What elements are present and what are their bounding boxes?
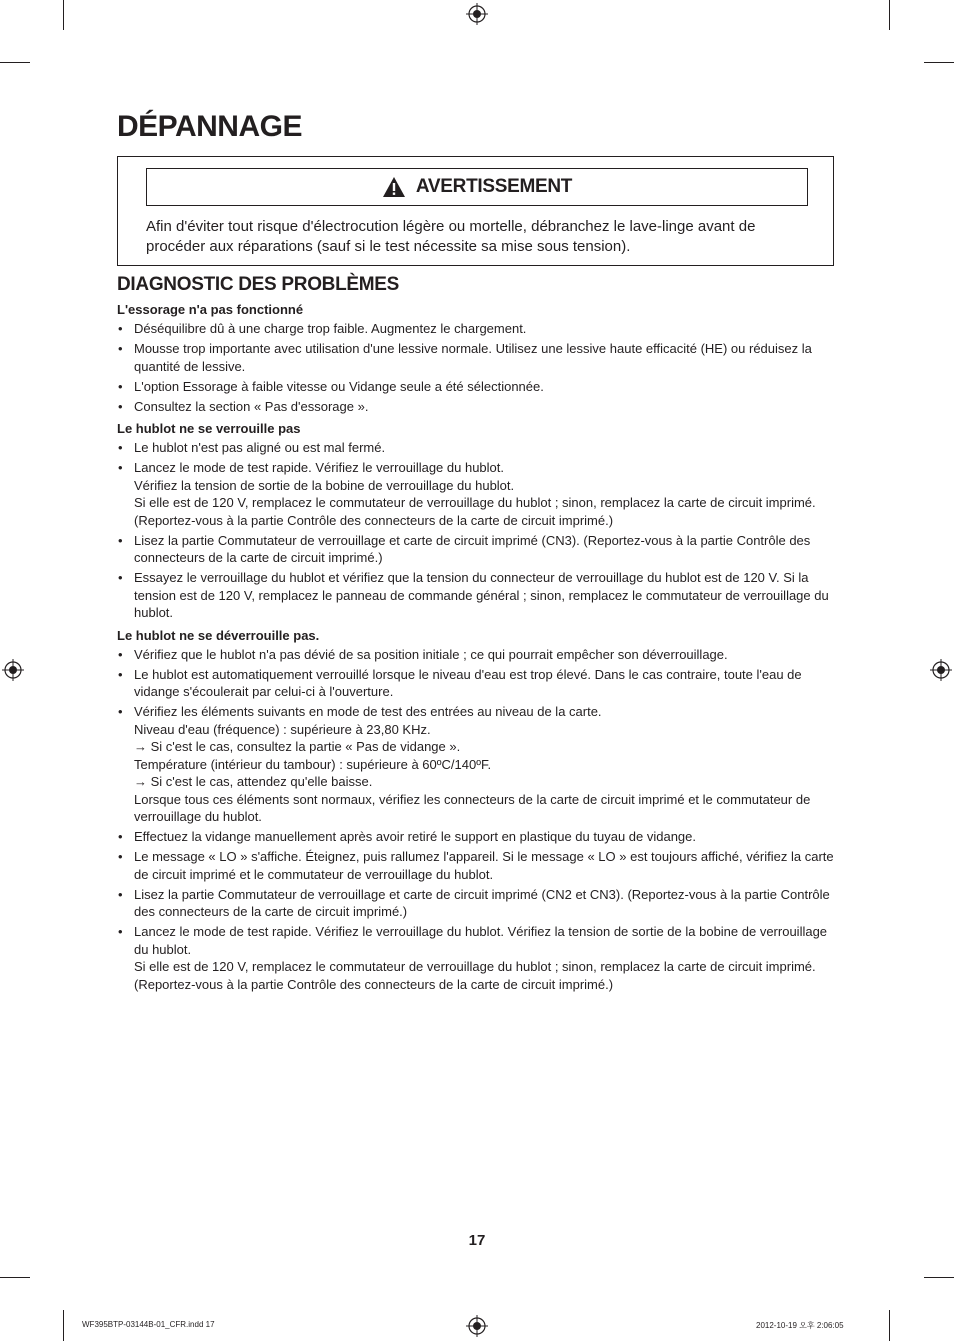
list-item-line: • Le hublot est automatiquement verrouillé lorsque le niveau d'eau est trop élevé. Dans le cas contraire, toute l'eau de vidange s'écoulerait par celui-ci à l'ouverture. — [134, 666, 802, 699]
list-item — [117, 532, 839, 567]
list-item — [117, 848, 839, 883]
list-item-line: • Vérifiez les éléments suivants en mode de test des entrées au niveau de la carte. — [134, 704, 602, 719]
problem-heading: L'essorage n'a pas fonctionné — [117, 302, 304, 317]
problem-heading: Le hublot ne se déverrouille pas. — [117, 627, 320, 643]
registration-mark-icon — [466, 1315, 488, 1337]
crop-mark — [889, 0, 890, 30]
problem-heading: Le hublot ne se verrouille pas — [117, 421, 301, 436]
crop-mark — [924, 1277, 954, 1278]
list-item-line: • Le hublot n'est pas aligné ou est mal fermé. — [134, 440, 386, 455]
warning-label: AVERTISSEMENT — [415, 176, 573, 197]
registration-mark-icon — [466, 3, 488, 25]
footer-file-info: WF395BTP-03144B-01_CFR.indd 17 — [82, 1320, 215, 1329]
problem-list — [117, 646, 839, 994]
list-item-line: Si elle est de 120 V, remplacez le commutateur de verrouillage du hublot ; sinon, remplacez la carte de circuit imprimé. (Reportez-vous à la partie Contrôle des connecteurs de la carte de circuit imprimé.) — [134, 495, 816, 528]
list-item — [117, 378, 839, 396]
list-item — [117, 703, 839, 826]
list-item-line: • Essayez le verrouillage du hublot et vérifiez que la tension du connecteur de verrouillage du hublot est de 120 V. Si la tension est de 120 V, remplacez le panneau de commande général ; sinon, remplacez le commutateur de verrouillage du hublot. — [134, 570, 829, 620]
problem-list — [117, 320, 839, 415]
list-item — [117, 569, 839, 622]
problem-groups — [117, 301, 839, 993]
list-item — [117, 340, 839, 375]
list-item — [117, 923, 839, 993]
list-item-line: • Le message « LO » s'affiche. Éteignez, puis rallumez l'appareil. Si le message « LO » est toujours affiché, vérifiez la carte de circuit imprimé et le commutateur de verrouillage du hublot. — [134, 849, 834, 882]
list-item-line: Vérifiez la tension de sortie de la bobine de verrouillage du hublot. — [134, 477, 515, 493]
registration-mark-icon — [930, 659, 952, 681]
list-item-line: Température (intérieur du tambour) : supérieure à 60ºC/140ºF. — [134, 756, 492, 772]
crop-mark — [889, 1310, 890, 1341]
problem-list — [117, 439, 839, 622]
page-number: 17 — [468, 1232, 486, 1249]
list-item — [117, 666, 839, 701]
list-item — [117, 646, 839, 664]
warning-header — [146, 168, 808, 206]
crop-mark — [0, 62, 30, 63]
list-item-line: • Lisez la partie Commutateur de verrouillage et carte de circuit imprimé (CN3). (Reportez-vous à la partie Contrôle des connecteurs de la carte de circuit imprimé.) — [134, 532, 811, 565]
list-item-line: • Déséquilibre dû à une charge trop faible. Augmentez le chargement. — [134, 321, 527, 336]
list-item-line: • Lancez le mode de test rapide. Vérifiez le verrouillage du hublot. — [134, 460, 504, 475]
registration-mark-icon — [2, 659, 24, 681]
footer-timestamp: 2012-10-19 오후 2:06:05 — [756, 1321, 844, 1330]
crop-mark — [63, 1310, 64, 1341]
page-title: DÉPANNAGE — [117, 110, 302, 143]
list-item-line: • Vérifiez que le hublot n'a pas dévié de sa position initiale ; ce qui pourrait empêcher son déverrouillage. — [134, 646, 728, 662]
crop-mark — [0, 1277, 30, 1278]
list-item-line: Si elle est de 120 V, remplacez le commutateur de verrouillage du hublot ; sinon, remplacez la carte de circuit imprimé. (Reportez-vous à la partie Contrôle des connecteurs de la carte de circuit imprimé.) — [134, 959, 816, 992]
list-item-line: • Lancez le mode de test rapide. Vérifiez le verrouillage du hublot. Vérifiez la tension de sortie de la bobine de verrouillage du hublot. — [134, 924, 828, 957]
list-item-line: → Si c'est le cas, consultez la partie « Pas de vidange ». — [134, 739, 461, 754]
warning-box — [117, 156, 834, 266]
crop-mark — [63, 0, 64, 30]
list-item — [117, 459, 839, 529]
warning-text: Afin d'éviter tout risque d'électrocution légère ou mortelle, débranchez le lave-linge avant de procéder aux réparations (sauf si le test nécessite sa mise sous tension). — [146, 218, 756, 255]
warning-triangle-icon — [382, 176, 406, 198]
list-item-line: Lorsque tous ces éléments sont normaux, vérifiez les connecteurs de la carte de circuit imprimé et le commutateur de verrouillage du hublot. — [134, 791, 811, 824]
list-item-line: • Mousse trop importante avec utilisation d'une lessive normale. Utilisez une lessive haute efficacité (HE) ou réduisez la quantité de lessive. — [134, 341, 812, 374]
crop-mark — [924, 62, 954, 63]
list-item — [117, 320, 839, 338]
list-item-line: • L'option Essorage à faible vitesse ou Vidange seule a été sélectionnée. — [134, 378, 544, 394]
list-item-line: • Effectuez la vidange manuellement après avoir retiré le support en plastique du tuyau de vidange. — [134, 829, 697, 844]
list-item-line: • Lisez la partie Commutateur de verrouillage et carte de circuit imprimé (CN2 et CN3). (Reportez-vous à la partie Contrôle des connecteurs de la carte de circuit imprimé.) — [134, 886, 830, 919]
list-item — [117, 439, 839, 457]
section-title: DIAGNOSTIC DES PROBLÈMES — [117, 274, 400, 295]
list-item — [117, 886, 839, 921]
list-item — [117, 398, 839, 416]
list-item-line: Niveau d'eau (fréquence) : supérieure à 23,80 KHz. — [134, 721, 431, 737]
diagnostic-section — [117, 274, 839, 996]
list-item-line: → Si c'est le cas, attendez qu'elle baisse. — [134, 774, 373, 789]
list-item-line: • Consultez la section « Pas d'essorage ». — [134, 398, 369, 414]
list-item — [117, 828, 839, 846]
